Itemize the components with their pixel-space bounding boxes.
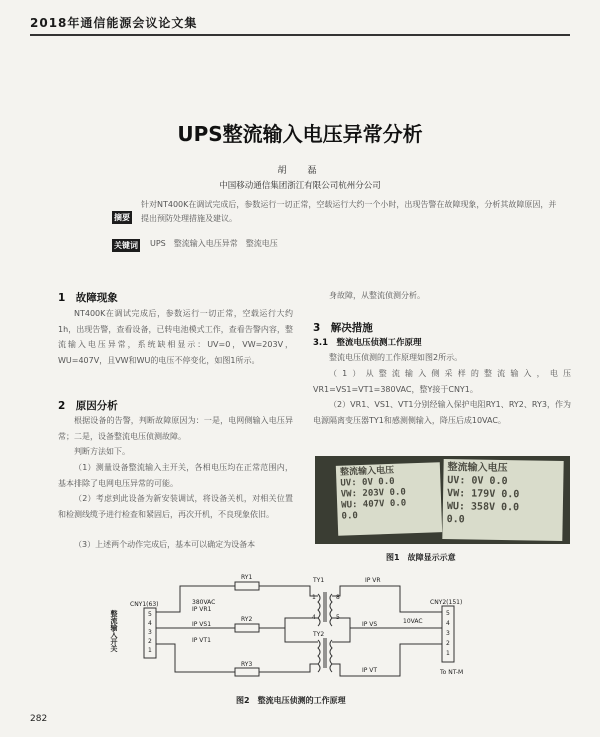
- keywords-label: 关键词: [114, 241, 138, 250]
- transformer-pin: 4: [312, 614, 316, 621]
- ipvt1-label: IP VT1: [192, 637, 211, 644]
- ipvr-label: IP VR: [365, 577, 381, 584]
- ty2-primary: [318, 640, 320, 672]
- screen-line: UV: 0V 0.0: [340, 476, 395, 489]
- page-title: UPS整流输入电压异常分析: [177, 122, 423, 146]
- ry2-resistor: [235, 624, 259, 632]
- ry1-to-ty1-wire: [259, 586, 318, 596]
- figure-1-caption: 图1 故障显示示意: [386, 553, 456, 562]
- column-2-continuation: 身故障，从整流侦测分析。: [329, 291, 425, 300]
- affiliation: 中国移动通信集团浙江有限公司杭州分公司: [219, 181, 381, 191]
- figure-2-caption: 图2 整流电压侦测的工作原理: [236, 696, 346, 705]
- ty1-primary: [318, 594, 320, 626]
- ipvt-wire: [332, 644, 442, 676]
- ry2-label: RY2: [241, 616, 253, 623]
- pin-label: 3: [148, 629, 152, 636]
- ry2-to-ty1-wire: [259, 618, 318, 628]
- pin-label: 3: [446, 630, 450, 637]
- screen-line: 整流输入电压: [339, 465, 395, 478]
- abstract-label: 摘要: [114, 213, 130, 222]
- running-head: 2018年通信能源会议论文集: [30, 16, 198, 30]
- section-1-paragraph: NT400K在调试完成后，参数运行一切正常，空载运行大约1h，出现告警，查看设备，已转电池模式工作，查看告警内容，整流输入电压异常，系统缺相显示：UV=0，VW=203V，WU=407V，且VW和WU的电压不停变化，如图1所示。: [58, 309, 293, 365]
- screen-line: VW: 179V 0.0: [447, 488, 520, 501]
- screen-line: WU: 358V 0.0: [446, 501, 520, 514]
- section-2-heading: 2 原因分析: [58, 400, 118, 412]
- author: 胡 磊: [277, 166, 323, 176]
- ry1-resistor: [235, 582, 259, 590]
- screen-line: 整流输入电压: [447, 462, 508, 475]
- ry1-label: RY1: [241, 574, 253, 581]
- pin-label: 2: [148, 638, 152, 645]
- section-2-paragraph-2: 判断方法如下。: [74, 447, 130, 456]
- transformer-pin: 5: [336, 614, 340, 621]
- transformer-pin: 1: [312, 594, 316, 601]
- to-nt-label: To NT-M: [440, 669, 464, 676]
- figure-1-photo: [315, 456, 570, 544]
- ty1-secondary: [330, 594, 332, 626]
- section-2-paragraph-3: （1）测量设备整流输入主开关，各相电压均在正常范围内，基本排除了电网电压异常的可能。: [58, 463, 293, 488]
- pin-label: 4: [446, 620, 450, 627]
- cny1-label: CNY1(63): [130, 601, 159, 608]
- screen-line: 0.0: [341, 511, 359, 522]
- ipvs1-label: IP VS1: [192, 621, 212, 628]
- ty2-to-ipvs-wire: [332, 628, 350, 642]
- pin-label: 1: [148, 647, 152, 654]
- figure-2-circuit-diagram: [100, 570, 520, 692]
- display-screen-right: [442, 459, 563, 541]
- ipvs-label: IP VS: [362, 621, 378, 628]
- pin-label: 5: [446, 610, 450, 617]
- header-rule: [30, 34, 570, 36]
- vac10-label: 10VAC: [403, 618, 423, 625]
- section-3-paragraph-1: 整流电压侦测的工作原理如图2所示。: [329, 353, 463, 362]
- ty2-label: TY2: [313, 631, 325, 638]
- pin-label: 2: [446, 640, 450, 647]
- pin-label: 1: [446, 650, 450, 657]
- page-number: 282: [30, 714, 48, 724]
- pin-label: 4: [148, 620, 152, 627]
- section-3-paragraph-2: （1）从整流输入侧采样的整流输入，电压VR1=VS1=VT1=380VAC，整Y接于CNY1。: [313, 369, 571, 394]
- keywords-text: UPS 整流输入电压异常 整流电压: [150, 239, 278, 248]
- cny1-side-label: 整流输入开关: [110, 610, 118, 652]
- cny2-label: CNY2(151): [430, 599, 463, 606]
- section-2-paragraph-4: （2）考虑到此设备为新安装调试，将设备关机，对相关位置和检测线缆予进行检查和紧固后，再次开机，不良现象依旧。: [58, 494, 293, 519]
- pin-label: 5: [148, 611, 152, 618]
- section-3-heading: 3 解决措施: [313, 322, 373, 334]
- ipvr1-label: IP VR1: [192, 606, 212, 613]
- vac380-label: 380VAC: [192, 599, 216, 606]
- ry3-to-ty2-wire: [259, 664, 318, 672]
- section-2-paragraph-1: 根据设备的告警，判断故障原因为：一是，电网侧输入电压异常；二是，设备整流电压侦测故障。: [58, 416, 293, 441]
- section-3-1-heading: 3.1 整流电压侦测工作原理: [313, 338, 422, 348]
- section-2-paragraph-5: （3）上述两个动作完成后，基本可以确定为设备本: [74, 540, 256, 549]
- ry3-resistor: [235, 668, 259, 676]
- screen-line: VW: 203V 0.0: [340, 487, 406, 500]
- display-screen-left: [336, 462, 442, 536]
- ry3-label: RY3: [241, 661, 253, 668]
- section-3-paragraph-3: （2）VR1、VS1、VT1分别经输入保护电阻RY1、RY2、RY3，作为电源隔离变压器TY1和感测侧输入，降压后成10VAC。: [313, 400, 571, 425]
- vt-wire: [156, 644, 235, 672]
- ty1-label: TY1: [313, 577, 325, 584]
- ipvs-wire: [332, 618, 442, 628]
- transformer-pin: 8: [336, 594, 340, 601]
- section-1-heading: 1 故障现象: [58, 292, 118, 304]
- ty2-secondary: [330, 640, 332, 672]
- screen-line: WU: 407V 0.0: [341, 498, 407, 511]
- ipvr-wire: [332, 586, 442, 612]
- screen-line: 0.0: [446, 514, 465, 526]
- ipvt-label: IP VT: [362, 667, 378, 674]
- screen-line: UV: 0V 0.0: [447, 475, 508, 488]
- abstract-text: 针对NT400K在调试完成后，参数运行一切正常，空载运行大约一个小时，出现告警在故障现象，分析其故障原因，并提出预防处理措施及建议。: [141, 200, 557, 223]
